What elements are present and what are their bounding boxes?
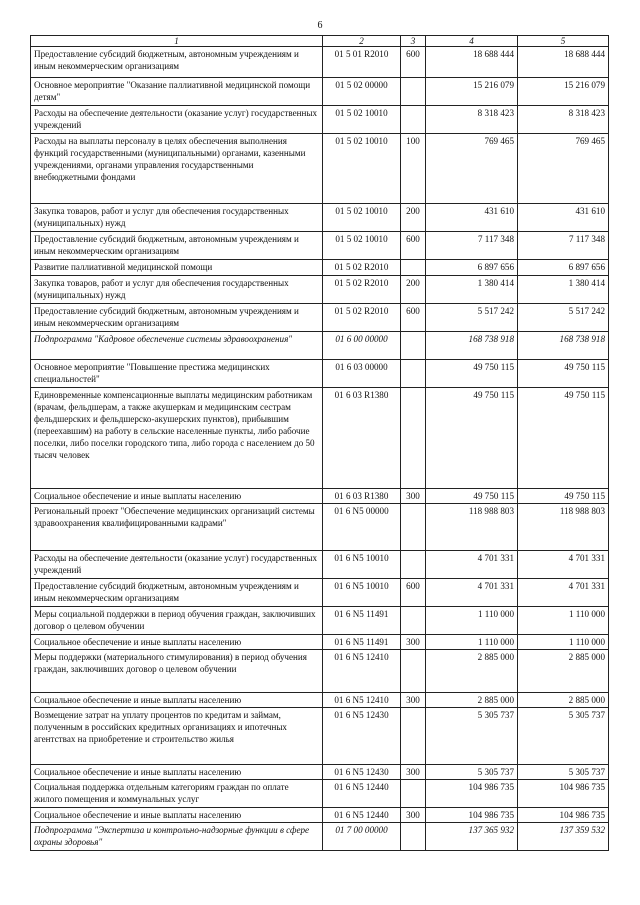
row-value-4: 49 750 115 <box>426 489 518 504</box>
row-value-5: 168 738 918 <box>518 332 609 360</box>
row-code: 01 7 00 00000 <box>323 823 401 851</box>
header-col-3: 3 <box>401 36 426 47</box>
row-value-5: 769 465 <box>518 134 609 204</box>
table-row <box>31 708 609 765</box>
row-type <box>401 780 426 808</box>
row-value-4: 104 986 735 <box>426 808 518 823</box>
row-type: 600 <box>401 304 426 332</box>
row-type: 600 <box>401 47 426 78</box>
row-name: Региональный проект "Обеспечение медицинских организаций системы здравоохранения квалифицированными кадрами" <box>31 504 323 551</box>
row-name: Возмещение затрат на уплату процентов по кредитам и займам, полученным в российских кредитных организациях и ипотечных агентствах на приобретение и строительство жилья <box>31 708 323 765</box>
row-value-4: 118 988 803 <box>426 504 518 551</box>
row-value-5: 49 750 115 <box>518 489 609 504</box>
row-type <box>401 607 426 635</box>
row-type <box>401 708 426 765</box>
row-code: 01 6 00 00000 <box>323 332 401 360</box>
row-code: 01 6 03 R1380 <box>323 388 401 489</box>
row-value-5: 18 688 444 <box>518 47 609 78</box>
row-code: 01 5 02 10010 <box>323 106 401 134</box>
row-code: 01 5 02 10010 <box>323 134 401 204</box>
table-row <box>31 304 609 332</box>
row-type: 300 <box>401 693 426 708</box>
table-row <box>31 808 609 823</box>
row-value-5: 2 885 000 <box>518 693 609 708</box>
table-row <box>31 504 609 551</box>
table-row <box>31 360 609 388</box>
row-value-5: 6 897 656 <box>518 260 609 276</box>
row-value-5: 7 117 348 <box>518 232 609 260</box>
row-code: 01 6 N5 12440 <box>323 808 401 823</box>
row-value-5: 104 986 735 <box>518 780 609 808</box>
row-name: Социальное обеспечение и иные выплаты населению <box>31 808 323 823</box>
row-name: Подпрограмма "Кадровое обеспечение системы здравоохранения" <box>31 332 323 360</box>
row-value-5: 5 305 737 <box>518 765 609 780</box>
table-row <box>31 260 609 276</box>
table-row <box>31 780 609 808</box>
row-value-4: 769 465 <box>426 134 518 204</box>
row-value-4: 4 701 331 <box>426 551 518 579</box>
table-row <box>31 47 609 78</box>
row-value-4: 49 750 115 <box>426 388 518 489</box>
row-value-4: 1 110 000 <box>426 607 518 635</box>
row-name: Единовременные компенсационные выплаты медицинским работникам (врачам, фельдшерам, а также акушеркам и медицинским сестрам фельдшерских и фельдшерско-акушерских пунктов), прибывшим (переехавшим) на работу в сельские населенные пункты, либо рабочие поселки, либо поселки городского типа, либо города с населением до 50 тысяч человек <box>31 388 323 489</box>
row-type <box>401 332 426 360</box>
row-name: Социальная поддержка отдельным категориям граждан по оплате жилого помещения и коммунальных услуг <box>31 780 323 808</box>
row-code: 01 6 N5 10010 <box>323 551 401 579</box>
row-code: 01 5 02 10010 <box>323 232 401 260</box>
row-value-5: 1 110 000 <box>518 635 609 650</box>
row-code: 01 5 01 R2010 <box>323 47 401 78</box>
table-row <box>31 693 609 708</box>
row-code: 01 5 02 R2010 <box>323 276 401 304</box>
row-value-5: 8 318 423 <box>518 106 609 134</box>
row-type: 300 <box>401 808 426 823</box>
row-name: Расходы на обеспечение деятельности (оказание услуг) государственных учреждений <box>31 106 323 134</box>
row-name: Предоставление субсидий бюджетным, автономным учреждениям и иным некоммерческим организациям <box>31 47 323 78</box>
row-value-5: 15 216 079 <box>518 78 609 106</box>
table-row <box>31 489 609 504</box>
row-value-5: 137 359 532 <box>518 823 609 851</box>
row-value-4: 49 750 115 <box>426 360 518 388</box>
row-value-4: 2 885 000 <box>426 650 518 693</box>
table-row <box>31 388 609 489</box>
row-name: Социальное обеспечение и иные выплаты населению <box>31 765 323 780</box>
row-code: 01 6 N5 12440 <box>323 780 401 808</box>
row-code: 01 6 N5 11491 <box>323 607 401 635</box>
row-name: Развитие паллиативной медицинской помощи <box>31 260 323 276</box>
row-type: 300 <box>401 489 426 504</box>
row-value-5: 5 517 242 <box>518 304 609 332</box>
row-name: Подпрограмма "Экспертиза и контрольно-надзорные функции в сфере охраны здоровья" <box>31 823 323 851</box>
row-type: 200 <box>401 276 426 304</box>
row-value-5: 4 701 331 <box>518 551 609 579</box>
row-name: Социальное обеспечение и иные выплаты населению <box>31 489 323 504</box>
table-row <box>31 106 609 134</box>
row-value-4: 431 610 <box>426 204 518 232</box>
row-value-4: 104 986 735 <box>426 780 518 808</box>
table-row <box>31 650 609 693</box>
row-value-4: 6 897 656 <box>426 260 518 276</box>
table-row <box>31 579 609 607</box>
row-code: 01 5 02 R2010 <box>323 260 401 276</box>
row-code: 01 6 N5 12410 <box>323 650 401 693</box>
row-value-4: 5 305 737 <box>426 708 518 765</box>
row-type: 300 <box>401 765 426 780</box>
row-value-5: 2 885 000 <box>518 650 609 693</box>
row-value-5: 431 610 <box>518 204 609 232</box>
row-type <box>401 504 426 551</box>
row-code: 01 5 02 R2010 <box>323 304 401 332</box>
row-type <box>401 78 426 106</box>
header-row <box>31 36 609 47</box>
row-name: Предоставление субсидий бюджетным, автономным учреждениям и иным некоммерческим организациям <box>31 304 323 332</box>
row-name: Закупка товаров, работ и услуг для обеспечения государственных (муниципальных) нужд <box>31 204 323 232</box>
row-name: Закупка товаров, работ и услуг для обеспечения государственных (муниципальных) нужд <box>31 276 323 304</box>
table-row <box>31 551 609 579</box>
row-value-5: 4 701 331 <box>518 579 609 607</box>
row-value-4: 7 117 348 <box>426 232 518 260</box>
row-name: Основное мероприятие "Повышение престижа медицинских специальностей" <box>31 360 323 388</box>
row-type <box>401 823 426 851</box>
row-code: 01 6 03 00000 <box>323 360 401 388</box>
row-value-5: 104 986 735 <box>518 808 609 823</box>
row-value-5: 5 305 737 <box>518 708 609 765</box>
row-code: 01 6 N5 12430 <box>323 708 401 765</box>
row-code: 01 6 N5 12430 <box>323 765 401 780</box>
row-code: 01 6 N5 12410 <box>323 693 401 708</box>
row-type <box>401 551 426 579</box>
row-name: Предоставление субсидий бюджетным, автономным учреждениям и иным некоммерческим организациям <box>31 579 323 607</box>
row-value-4: 8 318 423 <box>426 106 518 134</box>
header-col-2: 2 <box>323 36 401 47</box>
row-code: 01 6 N5 10010 <box>323 579 401 607</box>
row-name: Социальное обеспечение и иные выплаты населению <box>31 693 323 708</box>
row-value-4: 1 380 414 <box>426 276 518 304</box>
table-row <box>31 607 609 635</box>
row-value-4: 5 517 242 <box>426 304 518 332</box>
row-type: 600 <box>401 579 426 607</box>
row-type <box>401 106 426 134</box>
header-col-1: 1 <box>31 36 323 47</box>
row-value-5: 1 380 414 <box>518 276 609 304</box>
budget-table <box>30 35 609 851</box>
row-value-4: 18 688 444 <box>426 47 518 78</box>
row-name: Меры социальной поддержки в период обучения граждан, заключивших договор о целевом обучении <box>31 607 323 635</box>
row-code: 01 5 02 10010 <box>323 204 401 232</box>
row-value-5: 49 750 115 <box>518 360 609 388</box>
row-type: 300 <box>401 635 426 650</box>
table-row <box>31 276 609 304</box>
row-name: Социальное обеспечение и иные выплаты населению <box>31 635 323 650</box>
row-code: 01 6 N5 00000 <box>323 504 401 551</box>
row-value-4: 1 110 000 <box>426 635 518 650</box>
row-type <box>401 650 426 693</box>
row-value-5: 49 750 115 <box>518 388 609 489</box>
row-name: Расходы на обеспечение деятельности (оказание услуг) государственных учреждений <box>31 551 323 579</box>
row-value-4: 168 738 918 <box>426 332 518 360</box>
row-type: 100 <box>401 134 426 204</box>
row-name: Меры поддержки (материального стимулирования) в период обучения граждан, заключивших договор о целевом обучении <box>31 650 323 693</box>
row-value-5: 1 110 000 <box>518 607 609 635</box>
table-row <box>31 204 609 232</box>
row-type <box>401 360 426 388</box>
row-name: Основное мероприятие "Оказание паллиативной медицинской помощи детям" <box>31 78 323 106</box>
table-row <box>31 232 609 260</box>
header-col-4: 4 <box>426 36 518 47</box>
table-row <box>31 78 609 106</box>
row-type: 600 <box>401 232 426 260</box>
table-row-subprogram <box>31 332 609 360</box>
header-col-5: 5 <box>518 36 609 47</box>
page-number: 6 <box>317 20 323 31</box>
row-value-4: 15 216 079 <box>426 78 518 106</box>
table-row <box>31 765 609 780</box>
row-value-4: 5 305 737 <box>426 765 518 780</box>
row-code: 01 6 N5 11491 <box>323 635 401 650</box>
row-code: 01 5 02 00000 <box>323 78 401 106</box>
table-row-subprogram <box>31 823 609 851</box>
row-value-5: 118 988 803 <box>518 504 609 551</box>
row-name: Предоставление субсидий бюджетным, автономным учреждениям и иным некоммерческим организациям <box>31 232 323 260</box>
row-value-4: 137 365 932 <box>426 823 518 851</box>
row-type: 200 <box>401 204 426 232</box>
row-name: Расходы на выплаты персоналу в целях обеспечения выполнения функций государственными (муниципальными) органами, казенными учреждениями, органами управления государственными внебюджетными фондами <box>31 134 323 204</box>
table-row <box>31 635 609 650</box>
row-type <box>401 388 426 489</box>
table-row <box>31 134 609 204</box>
row-value-4: 2 885 000 <box>426 693 518 708</box>
row-code: 01 6 03 R1380 <box>323 489 401 504</box>
row-value-4: 4 701 331 <box>426 579 518 607</box>
row-type <box>401 260 426 276</box>
